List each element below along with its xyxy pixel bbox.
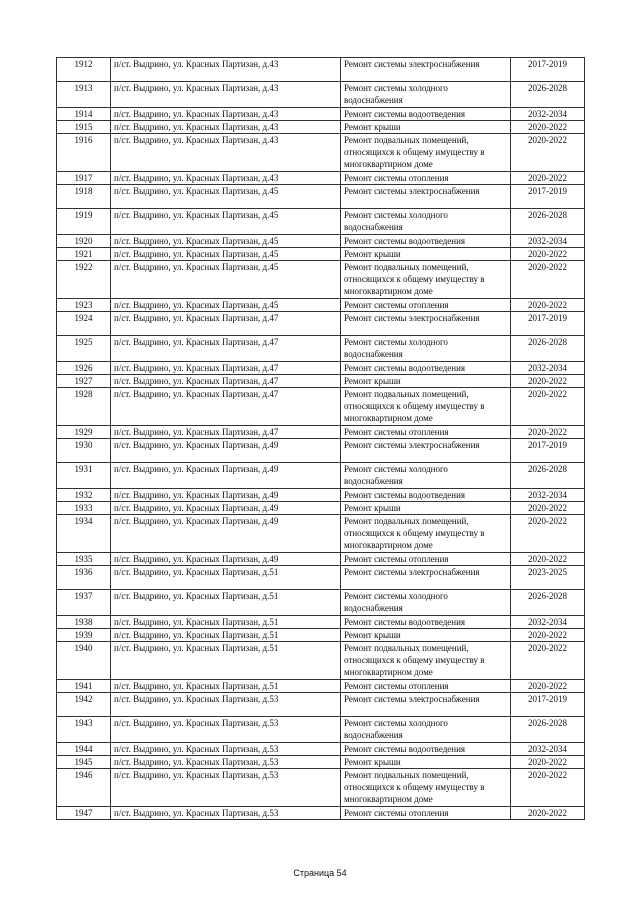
row-work-type: Ремонт системы водоотведения: [341, 743, 511, 756]
table-row: [57, 463, 585, 489]
row-period: 2020-2022: [511, 134, 585, 172]
row-address: п/ст. Выдрино, ул. Красных Партизан, д.45: [111, 299, 341, 312]
row-address: п/ст. Выдрино, ул. Красных Партизан, д.51: [111, 616, 341, 629]
row-address: п/ст. Выдрино, ул. Красных Партизан, д.49: [111, 553, 341, 566]
page-number: Страница 54: [293, 868, 347, 878]
row-work-type: Ремонт системы отопления: [341, 299, 511, 312]
row-period: 2020-2022: [511, 299, 585, 312]
row-period: 2020-2022: [511, 680, 585, 693]
row-number: 1922: [57, 261, 111, 299]
row-period: 2020-2022: [511, 426, 585, 439]
row-number: 1937: [57, 590, 111, 616]
table-row: [57, 362, 585, 375]
row-address: п/ст. Выдрино, ул. Красных Партизан, д.51: [111, 629, 341, 642]
table-row: [57, 134, 585, 172]
table-row: [57, 261, 585, 299]
row-address: п/ст. Выдрино, ул. Красных Партизан, д.53: [111, 693, 341, 717]
row-period: 2032-2034: [511, 362, 585, 375]
row-address: п/ст. Выдрино, ул. Красных Партизан, д.49: [111, 463, 341, 489]
row-work-type: Ремонт системы отопления: [341, 553, 511, 566]
row-number: 1947: [57, 807, 111, 820]
row-work-type: Ремонт системы электроснабжения: [341, 58, 511, 82]
row-work-type: Ремонт системы электроснабжения: [341, 312, 511, 336]
row-period: 2020-2022: [511, 553, 585, 566]
row-number: 1927: [57, 375, 111, 388]
table-body: [57, 58, 585, 820]
table-row: [57, 502, 585, 515]
row-number: 1938: [57, 616, 111, 629]
row-work-type: Ремонт системы электроснабжения: [341, 566, 511, 590]
row-number: 1939: [57, 629, 111, 642]
table-row: [57, 489, 585, 502]
row-period: 2032-2034: [511, 489, 585, 502]
table-row: [57, 769, 585, 807]
row-number: 1943: [57, 717, 111, 743]
row-address: п/ст. Выдрино, ул. Красных Партизан, д.47: [111, 426, 341, 439]
row-period: 2017-2019: [511, 439, 585, 463]
row-address: п/ст. Выдрино, ул. Красных Партизан, д.53: [111, 769, 341, 807]
row-period: 2017-2019: [511, 312, 585, 336]
row-period: 2020-2022: [511, 261, 585, 299]
row-period: 2020-2022: [511, 642, 585, 680]
row-work-type: Ремонт системы отопления: [341, 426, 511, 439]
row-period: 2023-2025: [511, 566, 585, 590]
row-work-type: Ремонт крыши: [341, 375, 511, 388]
row-address: п/ст. Выдрино, ул. Красных Партизан, д.47: [111, 336, 341, 362]
table-row: [57, 756, 585, 769]
row-address: п/ст. Выдрино, ул. Красных Партизан, д.45: [111, 235, 341, 248]
row-work-type: Ремонт системы холодного водоснабжения: [341, 717, 511, 743]
table-row: [57, 209, 585, 235]
row-number: 1945: [57, 756, 111, 769]
row-number: 1916: [57, 134, 111, 172]
row-address: п/ст. Выдрино, ул. Красных Партизан, д.53: [111, 743, 341, 756]
row-number: 1923: [57, 299, 111, 312]
table-row: [57, 426, 585, 439]
row-number: 1913: [57, 82, 111, 108]
table-row: [57, 388, 585, 426]
row-work-type: Ремонт системы холодного водоснабжения: [341, 82, 511, 108]
row-period: 2032-2034: [511, 743, 585, 756]
row-number: 1942: [57, 693, 111, 717]
row-work-type: Ремонт системы отопления: [341, 807, 511, 820]
table-row: [57, 566, 585, 590]
table-row: [57, 235, 585, 248]
table-row: [57, 312, 585, 336]
row-number: 1935: [57, 553, 111, 566]
row-period: 2020-2022: [511, 769, 585, 807]
row-address: п/ст. Выдрино, ул. Красных Партизан, д.43: [111, 108, 341, 121]
row-period: 2020-2022: [511, 172, 585, 185]
row-address: п/ст. Выдрино, ул. Красных Партизан, д.45: [111, 248, 341, 261]
row-work-type: Ремонт подвальных помещений, относящихся к общему имуществу в многоквартирном доме: [341, 642, 511, 680]
row-period: 2032-2034: [511, 616, 585, 629]
row-address: п/ст. Выдрино, ул. Красных Партизан, д.45: [111, 185, 341, 209]
row-work-type: Ремонт системы водоотведения: [341, 362, 511, 375]
repair-schedule-table: [56, 57, 585, 820]
row-number: 1926: [57, 362, 111, 375]
table-row: [57, 743, 585, 756]
row-number: 1934: [57, 515, 111, 553]
row-period: 2026-2028: [511, 336, 585, 362]
row-period: 2020-2022: [511, 629, 585, 642]
row-number: 1941: [57, 680, 111, 693]
row-address: п/ст. Выдрино, ул. Красных Партизан, д.47: [111, 362, 341, 375]
row-number: 1930: [57, 439, 111, 463]
row-address: п/ст. Выдрино, ул. Красных Партизан, д.49: [111, 489, 341, 502]
row-work-type: Ремонт системы отопления: [341, 680, 511, 693]
row-period: 2032-2034: [511, 235, 585, 248]
row-work-type: Ремонт системы водоотведения: [341, 616, 511, 629]
row-work-type: Ремонт системы электроснабжения: [341, 439, 511, 463]
table-row: [57, 553, 585, 566]
row-address: п/ст. Выдрино, ул. Красных Партизан, д.53: [111, 807, 341, 820]
row-address: п/ст. Выдрино, ул. Красных Партизан, д.51: [111, 590, 341, 616]
row-work-type: Ремонт подвальных помещений, относящихся к общему имуществу в многоквартирном доме: [341, 134, 511, 172]
table-row: [57, 121, 585, 134]
row-address: п/ст. Выдрино, ул. Красных Партизан, д.53: [111, 756, 341, 769]
table-row: [57, 439, 585, 463]
row-address: п/ст. Выдрино, ул. Красных Партизан, д.49: [111, 515, 341, 553]
row-work-type: Ремонт крыши: [341, 502, 511, 515]
row-period: 2017-2019: [511, 693, 585, 717]
row-address: п/ст. Выдрино, ул. Красных Партизан, д.43: [111, 121, 341, 134]
row-number: 1936: [57, 566, 111, 590]
row-address: п/ст. Выдрино, ул. Красных Партизан, д.47: [111, 312, 341, 336]
table-row: [57, 299, 585, 312]
row-work-type: Ремонт системы электроснабжения: [341, 185, 511, 209]
row-address: п/ст. Выдрино, ул. Красных Партизан, д.43: [111, 82, 341, 108]
row-address: п/ст. Выдрино, ул. Красных Партизан, д.51: [111, 642, 341, 680]
row-work-type: Ремонт крыши: [341, 121, 511, 134]
row-period: 2017-2019: [511, 58, 585, 82]
row-period: 2020-2022: [511, 515, 585, 553]
row-work-type: Ремонт подвальных помещений, относящихся к общему имуществу в многоквартирном доме: [341, 515, 511, 553]
row-address: п/ст. Выдрино, ул. Красных Партизан, д.47: [111, 375, 341, 388]
row-address: п/ст. Выдрино, ул. Красных Партизан, д.51: [111, 680, 341, 693]
row-number: 1921: [57, 248, 111, 261]
row-address: п/ст. Выдрино, ул. Красных Партизан, д.49: [111, 502, 341, 515]
row-period: 2026-2028: [511, 590, 585, 616]
row-work-type: Ремонт подвальных помещений, относящихся к общему имуществу в многоквартирном доме: [341, 388, 511, 426]
row-work-type: Ремонт крыши: [341, 248, 511, 261]
row-period: 2020-2022: [511, 807, 585, 820]
row-work-type: Ремонт системы водоотведения: [341, 235, 511, 248]
row-address: п/ст. Выдрино, ул. Красных Партизан, д.43: [111, 58, 341, 82]
row-work-type: Ремонт системы холодного водоснабжения: [341, 463, 511, 489]
row-work-type: Ремонт системы холодного водоснабжения: [341, 209, 511, 235]
table-row: [57, 248, 585, 261]
table-row: [57, 717, 585, 743]
table-row: [57, 82, 585, 108]
row-address: п/ст. Выдрино, ул. Красных Партизан, д.43: [111, 172, 341, 185]
row-address: п/ст. Выдрино, ул. Красных Партизан, д.45: [111, 209, 341, 235]
table-row: [57, 185, 585, 209]
row-number: 1919: [57, 209, 111, 235]
row-work-type: Ремонт системы холодного водоснабжения: [341, 590, 511, 616]
row-address: п/ст. Выдрино, ул. Красных Партизан, д.49: [111, 439, 341, 463]
table-row: [57, 642, 585, 680]
row-period: 2032-2034: [511, 108, 585, 121]
row-work-type: Ремонт крыши: [341, 756, 511, 769]
row-address: п/ст. Выдрино, ул. Красных Партизан, д.53: [111, 717, 341, 743]
row-period: 2020-2022: [511, 502, 585, 515]
row-number: 1931: [57, 463, 111, 489]
table-row: [57, 680, 585, 693]
row-work-type: Ремонт системы отопления: [341, 172, 511, 185]
row-number: 1915: [57, 121, 111, 134]
row-work-type: Ремонт системы холодного водоснабжения: [341, 336, 511, 362]
row-number: 1928: [57, 388, 111, 426]
table-row: [57, 336, 585, 362]
row-address: п/ст. Выдрино, ул. Красных Партизан, д.43: [111, 134, 341, 172]
row-number: 1925: [57, 336, 111, 362]
row-number: 1924: [57, 312, 111, 336]
row-number: 1933: [57, 502, 111, 515]
table-row: [57, 515, 585, 553]
row-work-type: Ремонт системы электроснабжения: [341, 693, 511, 717]
table-row: [57, 108, 585, 121]
row-period: 2026-2028: [511, 463, 585, 489]
row-number: 1914: [57, 108, 111, 121]
table-row: [57, 590, 585, 616]
row-period: 2020-2022: [511, 375, 585, 388]
row-address: п/ст. Выдрино, ул. Красных Партизан, д.45: [111, 261, 341, 299]
row-number: 1918: [57, 185, 111, 209]
table-row: [57, 58, 585, 82]
row-work-type: Ремонт крыши: [341, 629, 511, 642]
row-number: 1912: [57, 58, 111, 82]
row-period: 2020-2022: [511, 248, 585, 261]
row-work-type: Ремонт подвальных помещений, относящихся к общему имуществу в многоквартирном доме: [341, 261, 511, 299]
row-address: п/ст. Выдрино, ул. Красных Партизан, д.51: [111, 566, 341, 590]
row-number: 1929: [57, 426, 111, 439]
row-number: 1920: [57, 235, 111, 248]
row-work-type: Ремонт подвальных помещений, относящихся к общему имуществу в многоквартирном доме: [341, 769, 511, 807]
row-address: п/ст. Выдрино, ул. Красных Партизан, д.47: [111, 388, 341, 426]
row-period: 2026-2028: [511, 209, 585, 235]
row-period: 2020-2022: [511, 756, 585, 769]
row-period: 2020-2022: [511, 121, 585, 134]
row-work-type: Ремонт системы водоотведения: [341, 108, 511, 121]
row-number: 1932: [57, 489, 111, 502]
row-number: 1917: [57, 172, 111, 185]
row-number: 1946: [57, 769, 111, 807]
table-row: [57, 375, 585, 388]
table-row: [57, 616, 585, 629]
row-period: 2017-2019: [511, 185, 585, 209]
row-number: 1940: [57, 642, 111, 680]
row-number: 1944: [57, 743, 111, 756]
row-period: 2026-2028: [511, 82, 585, 108]
row-work-type: Ремонт системы водоотведения: [341, 489, 511, 502]
table-row: [57, 807, 585, 820]
table-row: [57, 629, 585, 642]
table-row: [57, 172, 585, 185]
row-period: 2026-2028: [511, 717, 585, 743]
row-period: 2020-2022: [511, 388, 585, 426]
table-row: [57, 693, 585, 717]
